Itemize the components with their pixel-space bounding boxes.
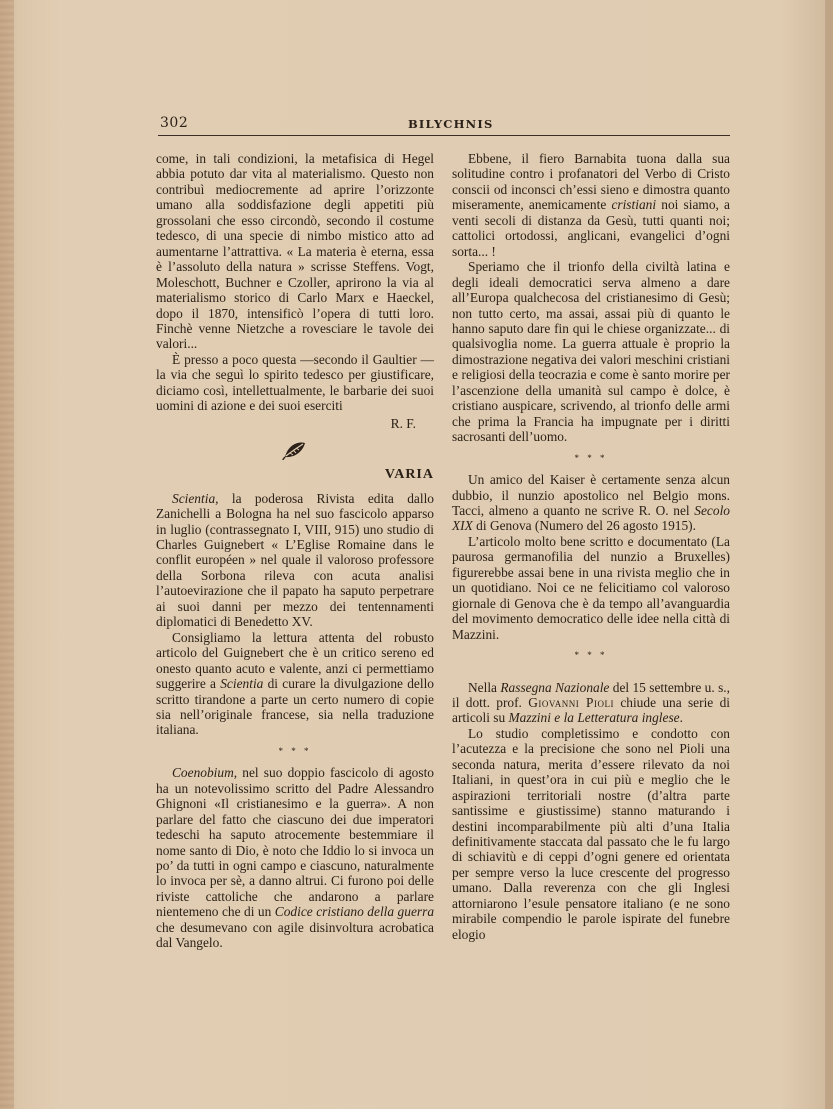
journal-title: Scientia [220, 676, 264, 692]
paragraph-text: del 15 settembre u. s., il dott. prof. [452, 679, 730, 710]
paragraph-text: Un amico del Kaiser è certamente senza alcun dubbio, il nunzio apostolico nel Belgio mons. Tacci, almeno a quanto ne scrive R. O. nel [452, 472, 730, 518]
paragraph [452, 151, 730, 259]
paragraph: come, in tali condizioni, la metafisica di Hegel abbia potuto dar vita al materialismo. Questo non contribuì mediocremente ad aprire l’orizzonte umano alla soddisfazione degli appetiti più grossolani che esso circondò, secondo il costume tedesco, di una specie di nimbo mistico atto ad aumentarne l’attrattiva. « La materia è eterna, essa è l’assoluto della natura » scrisse Steffens. Vogt, Moleschott, Buchner e Czoller, aprirono la via al materialismo storico di Carlo Marx e Haeckel, dopo il 1870, intensificò l’opera di tutti loro. Finchè venne Nietzche a rovesciare le tavole dei valori... [156, 151, 434, 352]
left-column [156, 151, 434, 951]
section-separator: * * * [574, 452, 608, 463]
newspaper-title: Secolo XIX [452, 502, 730, 534]
spacer [452, 670, 730, 680]
section-separator: * * * [278, 745, 312, 756]
running-head: BILYCHNIS [408, 117, 494, 131]
paragraph [156, 630, 434, 738]
section-title: VARIA [384, 467, 434, 483]
journal-title: Scientia [172, 490, 216, 506]
journal-title: Coenobium [172, 765, 234, 781]
paragraph-text: di curare la divulgazione dello scritto tirandone a parte un certo numero di copie sia nell’originale francese, sia nella traduzione italiana. [156, 676, 434, 738]
italic-phrase: Codice cristiano della guerra [274, 904, 435, 920]
section-separator: * * * [574, 650, 608, 661]
paragraph-text: chiude una serie di articoli su [452, 694, 730, 726]
paragraph-text: , la poderosa Rivista edita dallo Zanichelli a Bologna ha nel suo fascicolo apparso in luglio (contrassegnato I, VIII, 915) uno studio di Charles Guignebert « L’Eglise Romaine dans le conflit européen » nel quale il valoroso professore della Sorbona rileva con acuta analisi l’autoevirazione che il papato ha saputo perpetrare ai suoi danni per mezzo dei tentennamenti diplomatici di Benedetto XV. [156, 490, 434, 630]
italic-word: cristiani [611, 197, 657, 213]
page-number: 302 [160, 115, 189, 131]
right-page-edge [825, 0, 833, 1109]
signature: R. F. [390, 415, 416, 431]
paragraph [452, 680, 730, 726]
paragraph-text: Consigliamo la lettura attenta del robusto articolo del Guignebert che è un critico sereno ed onesto quanto acuto e valente, anzi ci permettiamo suggerire a [156, 629, 434, 692]
leaf-ornament-icon [156, 439, 434, 463]
article-title: Mazzini e la Letteratura inglese [508, 710, 680, 726]
page-header [158, 113, 730, 136]
paragraph-text: noi siamo, a venti secoli di distanza da Gesù, tutti quanti noi; cattolici ortodossi, anglicani, evangelici d’ogni sorta... ! [452, 197, 730, 259]
binding-edge [0, 0, 14, 1109]
journal-title: Rassegna Nazionale [500, 679, 610, 695]
paragraph: Speriamo che il trionfo della civiltà latina e degli ideali democratici serva almeno a dare all’Europa qualchecosa del cristianesimo di Gesù; non tutto certo, ma assai, assai più di quanto le hanno saputo dare fin qui le chiese organizzate... di qualsivoglia nome. La guerra attuale è proprio la dimostrazione negativa dei valori meschini cristiani e religiosi della teocrazia e come è santo morire per l’ascenzione della umanità sul campo è dolce, è cristiano auspicare, scrivendo, al trionfo delle armi che prima la Francia ha impugnate per i diritti sacrosanti dell’uomo. [452, 259, 730, 445]
paragraph [452, 472, 730, 534]
right-column [452, 151, 730, 942]
paragraph-text: . [679, 710, 683, 726]
paragraph: Lo studio completissimo e condotto con l’acutezza e la precisione che sono nel Pioli una seconda natura, merita d’essere rilevato da noi Italiani, in quest’ora in cui più e meglio che le aspirazioni territoriali nostre (d’altra parte santissime e giustissime) stanno maturando i destini incomparabilmente più alti d’una Italia definitivamente staccata dal passato che le fu largo di schiavitù e di ceppi d’ogni genere ed orientata per sempre verso la luce crescente del progresso umano. Dalla reverenza con che gli Inglesi attorniarono l’esule pensatore italiano (e ne sono mirabile compendio le parole ispirate del funebre elogio [452, 725, 730, 942]
paragraph-text: Nella [468, 679, 501, 695]
author-name: Giovanni Pioli [528, 694, 614, 710]
paragraph-text: di Genova (Numero del 26 agosto 1915). [472, 518, 696, 534]
paragraph-text: , nel suo doppio fascicolo di agosto ha un notevolissimo scritto del Padre Alessandro Ghignoni «Il cristianesimo e la guerra». A non parlare del fatto che ciascuno dei due imperatori tedeschi ha saputo atrocemente bestemmiare il nome santo di Dio, è noto che Iddio lo si invoca un po’ da tutti in ogni campo e ciascuno, naturalmente lo invoca per sè, a danno altrui. Ci furono poi delle riviste cattoliche che andarono a parlare nientemeno che di un [156, 765, 434, 920]
paragraph [156, 491, 434, 630]
paragraph-text: che desumevano con agile disinvoltura acrobatica dal Vangelo. [156, 919, 434, 951]
paragraph: È presso a poco questa —secondo il Gaultier — la via che seguì lo spirito tedesco per giustificare, diciamo così, intellettualmente, le barbarie dei suoi uomini di azione e dei suoi eserciti [156, 351, 434, 414]
paragraph: L’articolo molto bene scritto e documentato (La paurosa germanofilia del nunzio a Bruxelles) figurerebbe assai bene in una rivista meglio che in un quotidiano. Noi ce ne felicitiamo col valoroso giornale di Genova che è da tempo all’avanguardia del movimento democratico delle idee nella città di Mazzini. [452, 533, 730, 642]
paragraph [156, 765, 434, 950]
paragraph-text: Ebbene, il fiero Barnabita tuona dalla sua solitudine contro i profanatori del Verbo di Cristo conscii od inconsci ch’essi sieno e dimostra quanto miseramente, anemicamente [452, 151, 730, 213]
